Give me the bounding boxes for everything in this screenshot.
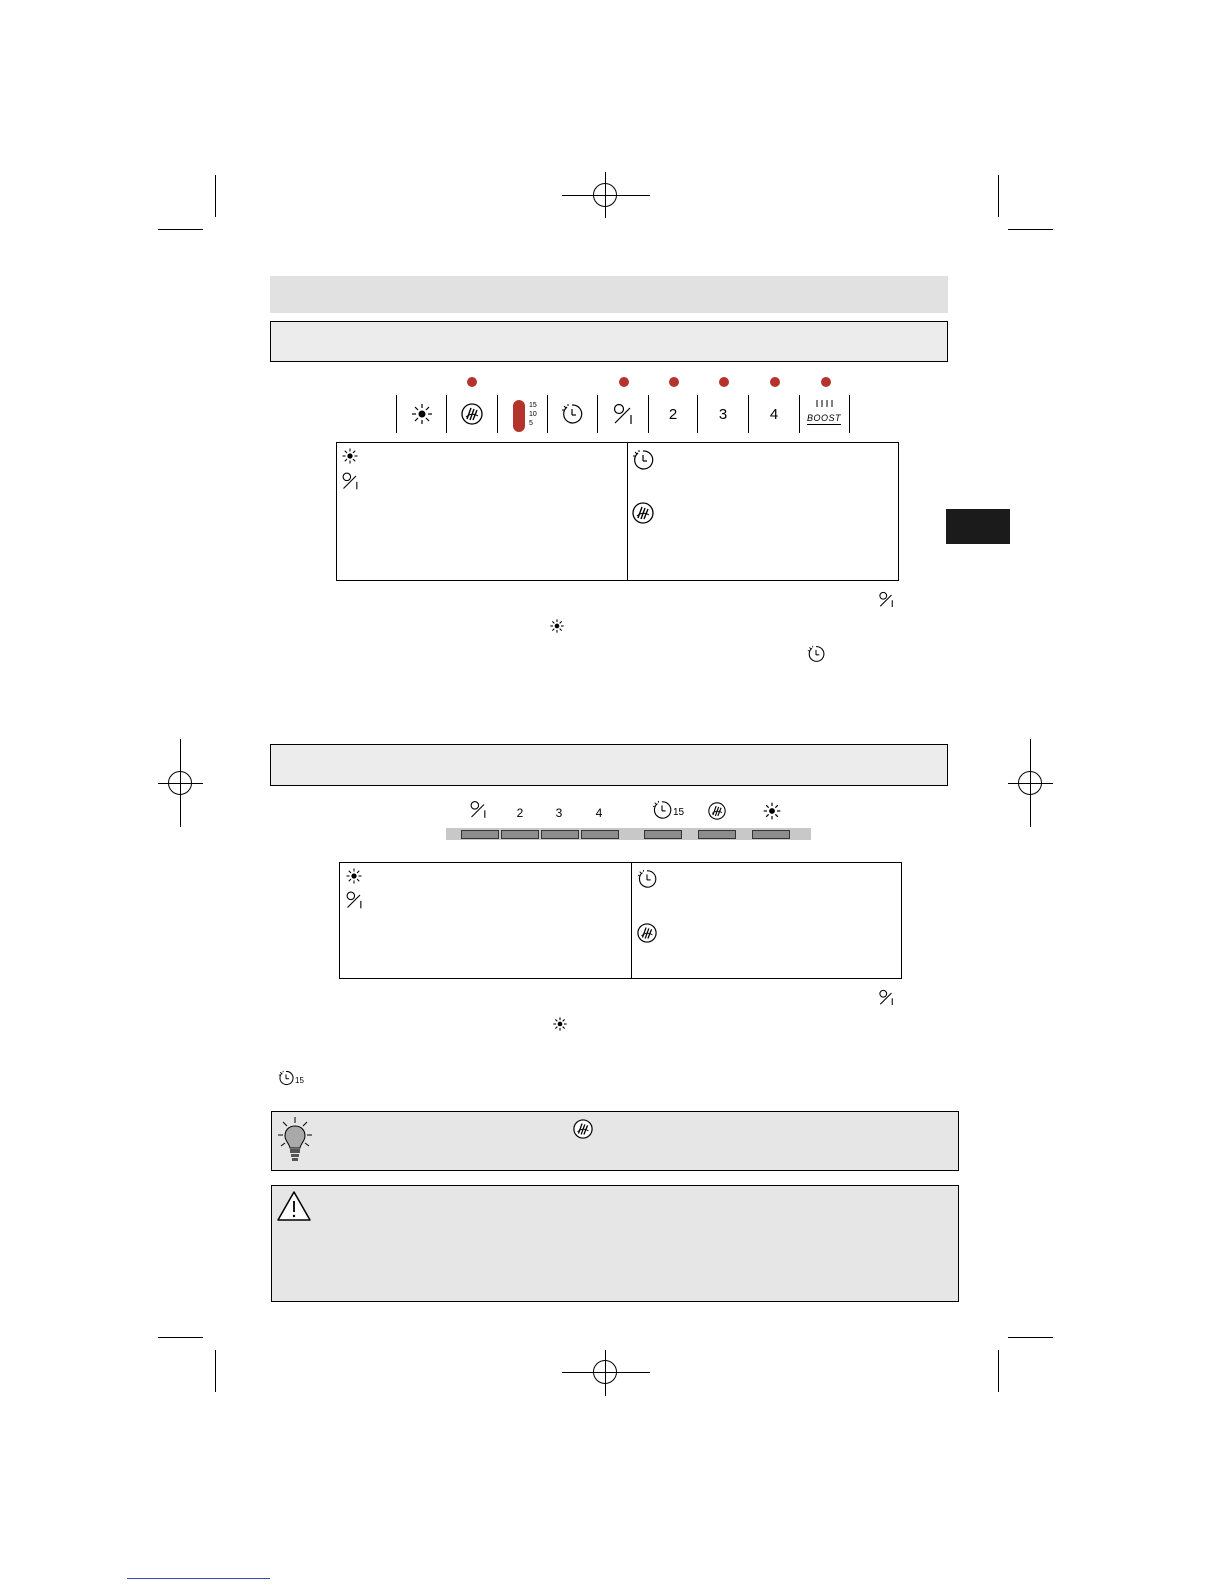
light-button[interactable]: [410, 402, 434, 426]
on-off-icon: [878, 989, 896, 1006]
speed-3-label: 3: [555, 806, 563, 820]
speed-2-button[interactable]: 2: [668, 406, 678, 423]
speed-3-push-button[interactable]: [541, 830, 579, 839]
light-icon: [552, 1016, 568, 1032]
light-icon: [410, 402, 434, 426]
language-side-tab: [946, 509, 1010, 544]
light-push-button[interactable]: [752, 830, 790, 839]
on-off-icon: [345, 890, 365, 910]
timer-marks: [529, 401, 537, 428]
timer-mark-5: 5: [529, 420, 533, 427]
on-off-button[interactable]: [612, 403, 636, 425]
on-off-icon: [612, 403, 636, 425]
timer-icon: [561, 403, 583, 425]
on-off-push-button[interactable]: [461, 830, 499, 839]
grease-filter-icon: [708, 802, 726, 820]
timer-value-label: 15: [673, 807, 685, 818]
warning-triangle-icon: [276, 1190, 312, 1222]
legend-box-electronic: [336, 442, 899, 581]
speed-2-led: [669, 377, 679, 387]
on-off-led: [619, 377, 629, 387]
on-off-icon: [469, 800, 489, 819]
timer-mark-10: 10: [529, 411, 537, 418]
speed-4-push-button[interactable]: [581, 830, 619, 839]
light-icon: [762, 801, 782, 821]
inline-timer-value: 15: [295, 1076, 304, 1085]
timer-icon: [807, 645, 825, 663]
timer-icon: [278, 1070, 294, 1086]
grease-filter-icon: [637, 923, 657, 943]
light-icon: [345, 867, 363, 885]
boost-led: [821, 377, 831, 387]
timer-icon: [652, 800, 672, 820]
grease-filter-icon: [573, 1119, 593, 1139]
grease-filter-led: [467, 377, 477, 387]
warning-box: [271, 1185, 959, 1302]
boost-label: BOOST: [806, 413, 841, 423]
light-icon: [341, 447, 359, 465]
grease-filter-push-button[interactable]: [698, 830, 736, 839]
speed-2-label: 2: [516, 806, 524, 820]
speed-3-button[interactable]: 3: [718, 406, 728, 423]
lightbulb-icon: [277, 1117, 313, 1165]
timer-mark-15: 15: [529, 402, 537, 409]
section-header-push-button-panel: [270, 744, 948, 786]
timer-icon: [637, 869, 657, 889]
timer-icon: [632, 449, 654, 471]
speed-4-button[interactable]: 4: [769, 406, 779, 423]
timer-button[interactable]: [561, 403, 583, 425]
grease-filter-button[interactable]: [461, 403, 483, 425]
grease-filter-icon: [632, 502, 654, 524]
heat-icon: [814, 400, 834, 408]
speed-2-push-button[interactable]: [501, 830, 539, 839]
speed-3-led: [719, 377, 729, 387]
tip-box: [271, 1111, 959, 1171]
light-icon: [549, 618, 565, 634]
boost-button[interactable]: [803, 400, 845, 430]
legend-box-push-buttons: [339, 862, 902, 979]
on-off-icon: [341, 471, 361, 491]
timer-push-button[interactable]: [644, 830, 682, 839]
speed-4-label: 4: [595, 806, 603, 820]
timer-slider[interactable]: [513, 400, 525, 432]
chapter-title-bar: [270, 276, 948, 313]
grease-filter-icon: [461, 403, 483, 425]
section-header-electronic-panel: [270, 321, 948, 362]
on-off-icon: [878, 591, 896, 608]
speed-4-led: [770, 377, 780, 387]
